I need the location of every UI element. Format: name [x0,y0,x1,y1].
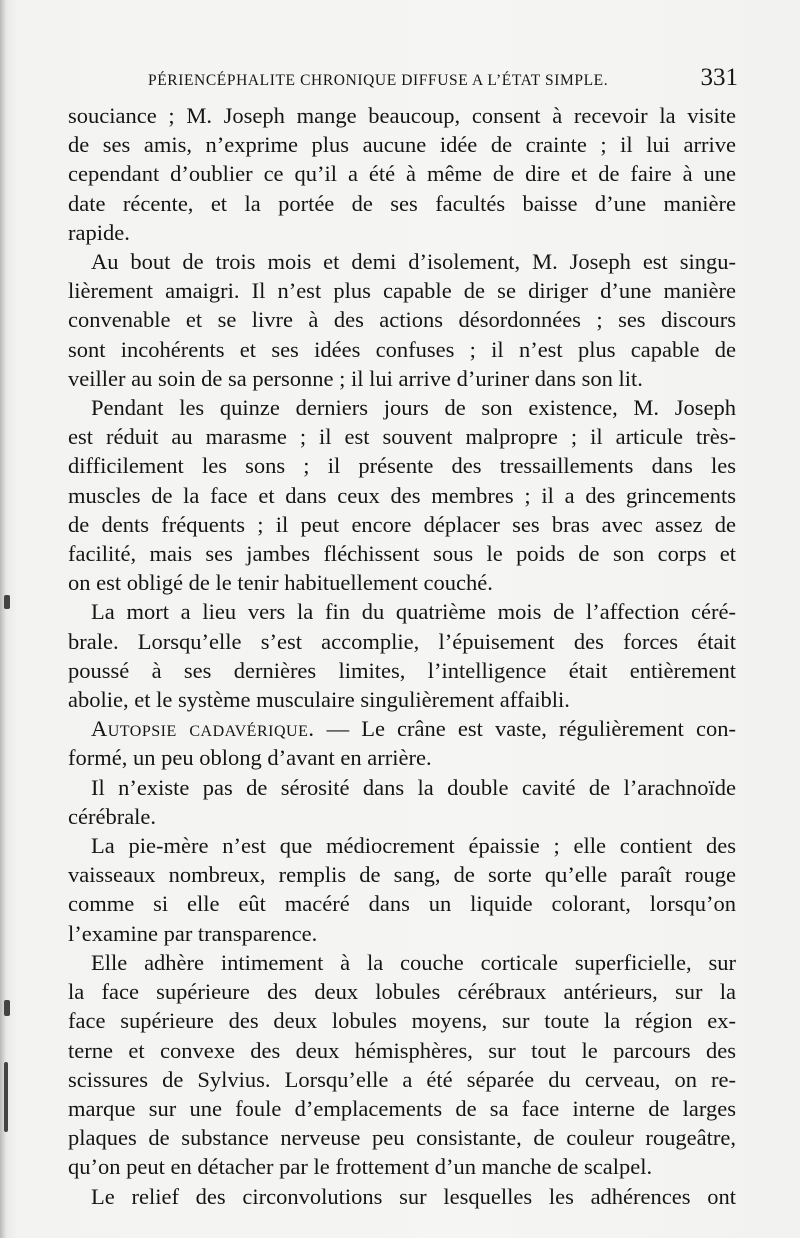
text-line: l’examine par transparence. [68,920,318,946]
paragraph [68,714,736,772]
text-line: rapide. [68,219,130,245]
text-line: scissures de Sylvius. Lorsqu’elle a été séparée du cerveau, on re- [68,1066,736,1092]
text-line: formé, un peu oblong d’avant en arrière. [68,745,432,771]
paragraph [68,101,736,247]
text-line: lièrement amaigri. Il n’est plus capable de se diriger d’une manière [68,278,736,304]
text-line: vaisseaux nombreux, remplis de sang, de sorte qu’elle paraît rouge [68,862,736,888]
binding-edge [0,0,6,1238]
text-line: sont incohérents et ses idées confuses ; il n’est plus capable de [68,336,736,362]
text-line: face supérieure des deux lobules moyens, sur toute la région ex- [68,1008,736,1034]
text-line: La pie-mère n’est que médiocrement épaissie ; elle contient des [91,833,736,859]
text-line: qu’on peut en détacher par le frottement d’un manche de scalpel. [68,1154,653,1180]
section-heading: Autopsie cadavérique. [91,716,315,742]
text-line: Elle adhère intimement à la couche corticale superficielle, sur [91,949,736,975]
margin-mark [4,595,10,609]
text-line: Le relief des circonvolutions sur lesquelles les adhérences ont [91,1183,736,1209]
text-line: facilité, mais ses jambes fléchissent sous le poids de son corps et [68,541,736,567]
text-line: cérébrale. [68,803,157,829]
text-line: terne et convexe des deux hémisphères, sur tout le parcours des [68,1037,736,1063]
text-line: poussé à ses dernières limites, l’intelligence était entièrement [68,657,736,683]
running-head: PÉRIENCÉPHALITE CHRONIQUE DIFFUSE A L’ÉTAT SIMPLE. [148,72,609,89]
text-line: convenable et se livre à des actions désordonnées ; ses discours [68,307,736,333]
text-line: abolie, et le système musculaire singulièrement affaibli. [68,687,570,713]
text-line: muscles de la face et dans ceux des membres ; il a des grincements [68,482,736,508]
text-line: Il n’existe pas de sérosité dans la double cavité de l’arachnoïde [91,774,736,800]
text-line: veiller au soin de sa personne ; il lui arrive d’uriner dans son lit. [68,365,643,391]
page-header [68,64,738,92]
text-line: souciance ; M. Joseph mange beaucoup, consent à recevoir la visite [68,103,736,128]
paragraph [68,597,736,714]
text-line: comme si elle eût macéré dans un liquide colorant, lorsqu’on [68,891,736,917]
body-text [68,101,736,1211]
text-line: de ses amis, n’exprime plus aucune idée de crainte ; il lui arrive [68,132,736,158]
text-line: brale. Lorsqu’elle s’est accomplie, l’épuisement des forces était [68,628,736,654]
text-line: Au bout de trois mois et demi d’isolement, M. Joseph est singu- [91,249,736,275]
paragraph [68,393,736,597]
paragraph [68,1182,736,1211]
text-line: marque sur une foule d’emplacements de sa face interne de larges [68,1095,736,1121]
text-line: on est obligé de le tenir habituellement couché. [68,570,493,596]
text-line: est réduit au marasme ; il est souvent malpropre ; il articule très- [68,424,736,450]
text-line: la face supérieure des deux lobules cérébraux antérieurs, sur la [68,979,736,1005]
margin-mark [4,1062,8,1132]
paragraph [68,831,736,948]
text-line: de dents fréquents ; il peut encore déplacer ses bras avec assez de [68,511,736,537]
paragraph [68,247,736,393]
paragraph [68,773,736,831]
text-line [68,714,736,743]
text-line: plaques de substance nerveuse peu consistante, de couleur rougeâtre, [68,1125,736,1151]
margin-mark [4,1000,10,1016]
text-line: difficilement les sons ; il présente des tressaillements dans les [68,453,736,479]
text-line: cependant d’oublier ce qu’il a été à même de dire et de faire à une [68,161,736,187]
page-number: 331 [700,64,738,91]
text-line: Pendant les quinze derniers jours de son existence, M. Joseph [91,395,736,421]
text-line: date récente, et la portée de ses facultés baisse d’une manière [68,190,736,216]
text-line: La mort a lieu vers la fin du quatrième mois de l’affection céré- [91,599,736,625]
paragraph [68,948,736,1182]
text-line-rest: — Le crâne est vaste, régulièrement con- [314,716,736,742]
